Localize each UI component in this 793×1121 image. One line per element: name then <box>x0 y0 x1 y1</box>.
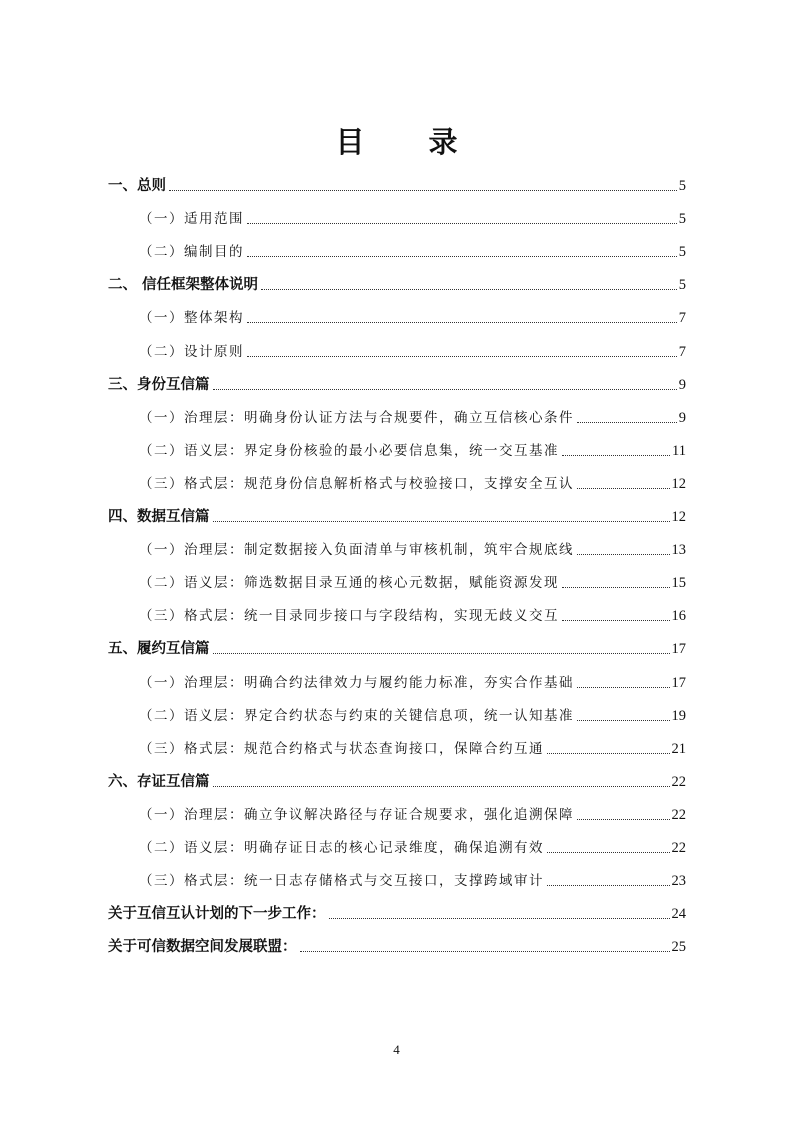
toc-entry-title: 一、总则 <box>108 178 166 195</box>
toc-entry-page: 22 <box>671 806 686 823</box>
toc-entry-page: 13 <box>671 542 686 559</box>
toc-entry-page: 5 <box>678 211 686 228</box>
toc-entry-title: 五、履约互信篇 <box>108 641 210 658</box>
toc-entry-page: 21 <box>671 740 686 757</box>
toc-subsection-entry[interactable] <box>108 729 686 762</box>
toc-subsection-entry[interactable] <box>108 696 686 729</box>
dot-leader <box>547 852 670 853</box>
toc-entry-title: 三、身份互信篇 <box>108 376 210 393</box>
toc-entry-title: （一）治理层：明确合约法律效力与履约能力标准，夯实合作基础 <box>139 674 574 691</box>
toc-subsection-entry[interactable] <box>108 199 686 232</box>
toc-entry-title: 关于互信互认计划的下一步工作： <box>108 906 326 923</box>
toc-subsection-entry[interactable] <box>108 662 686 695</box>
toc-entry-title: 关于可信数据空间发展联盟： <box>108 939 297 956</box>
toc-entry-page: 5 <box>678 244 686 261</box>
toc-entry-title: （二）设计原则 <box>139 343 244 360</box>
toc-entry-title: （一）治理层：制定数据接入负面清单与审核机制，筑牢合规底线 <box>139 542 574 559</box>
toc-entry-page: 5 <box>678 277 686 294</box>
toc-entry-title: （二）语义层：界定合约状态与约束的关键信息项，统一认知基准 <box>139 707 574 724</box>
toc-entry-title: 六、存证互信篇 <box>108 773 210 790</box>
dot-leader <box>213 786 670 787</box>
toc-entry-page: 9 <box>678 376 686 393</box>
toc-entry-title: （一）治理层：明确身份认证方法与合规要件，确立互信核心条件 <box>139 409 574 426</box>
toc-entry-title: （二）语义层：明确存证日志的核心记录维度，确保追溯有效 <box>139 839 544 856</box>
dot-leader <box>247 322 677 323</box>
dot-leader <box>562 455 670 456</box>
toc-entry-page: 5 <box>678 178 686 195</box>
toc-entry-title: 四、数据互信篇 <box>108 509 210 526</box>
dot-leader <box>300 951 670 952</box>
toc-subsection-entry[interactable] <box>108 331 686 364</box>
dot-leader <box>213 653 670 654</box>
dot-leader <box>247 356 677 357</box>
toc-section-entry[interactable] <box>108 265 686 298</box>
toc-entry-title: （二）语义层：筛选数据目录互通的核心元数据，赋能资源发现 <box>139 575 559 592</box>
toc-subsection-entry[interactable] <box>108 398 686 431</box>
toc-section-entry[interactable] <box>108 166 686 199</box>
toc-entry-title: （一）适用范围 <box>139 211 244 228</box>
toc-section-entry[interactable] <box>108 497 686 530</box>
dot-leader <box>261 289 677 290</box>
toc-entry-page: 22 <box>671 773 686 790</box>
page-number: 4 <box>393 1042 400 1057</box>
toc-subsection-entry[interactable] <box>108 464 686 497</box>
toc-section-entry[interactable] <box>108 762 686 795</box>
toc-entry-page: 7 <box>678 310 686 327</box>
toc-entry-page: 12 <box>671 509 686 526</box>
toc-entry-page: 24 <box>671 906 686 923</box>
dot-leader <box>247 223 677 224</box>
toc-subsection-entry[interactable] <box>108 828 686 861</box>
dot-leader <box>577 819 670 820</box>
toc-entry-page: 22 <box>671 839 686 856</box>
toc-entry-page: 12 <box>671 475 686 492</box>
toc-entry-title: （一）整体架构 <box>139 310 244 327</box>
toc-entry-page: 9 <box>678 409 686 426</box>
dot-leader <box>329 918 670 919</box>
page-title: 目 录 <box>335 125 485 159</box>
toc-subsection-entry[interactable] <box>108 431 686 464</box>
toc-entry-title: （三）格式层：规范身份信息解析格式与校验接口，支撑安全互认 <box>139 475 574 492</box>
toc-section-entry[interactable] <box>108 894 686 927</box>
dot-leader <box>213 389 677 390</box>
toc-section-entry[interactable] <box>108 927 686 960</box>
dot-leader <box>577 422 677 423</box>
dot-leader <box>169 190 677 191</box>
toc-entry-title: （三）格式层：统一目录同步接口与字段结构，实现无歧义交互 <box>139 608 559 625</box>
dot-leader <box>577 488 670 489</box>
dot-leader <box>562 587 670 588</box>
toc-subsection-entry[interactable] <box>108 563 686 596</box>
toc-entry-title: （二）编制目的 <box>139 244 244 261</box>
toc-entry-page: 7 <box>678 343 686 360</box>
toc-subsection-entry[interactable] <box>108 298 686 331</box>
toc-subsection-entry[interactable] <box>108 861 686 894</box>
toc-entry-page: 23 <box>671 873 686 890</box>
toc-entry-title: （二）语义层：界定身份核验的最小必要信息集，统一交互基准 <box>139 442 559 459</box>
dot-leader <box>562 620 670 621</box>
toc-entry-page: 11 <box>672 442 686 459</box>
toc-subsection-entry[interactable] <box>108 232 686 265</box>
dot-leader <box>577 687 670 688</box>
toc-entry-page: 16 <box>671 608 686 625</box>
toc-entry-page: 17 <box>671 641 686 658</box>
toc-subsection-entry[interactable] <box>108 596 686 629</box>
toc-entry-title: （三）格式层：统一日志存储格式与交互接口，支撑跨域审计 <box>139 873 544 890</box>
toc-entry-title: 二、 信任框架整体说明 <box>108 277 259 294</box>
toc-entry-page: 19 <box>671 707 686 724</box>
dot-leader <box>547 753 670 754</box>
dot-leader <box>247 256 677 257</box>
toc-subsection-entry[interactable] <box>108 795 686 828</box>
dot-leader <box>213 521 670 522</box>
dot-leader <box>547 885 670 886</box>
toc-entry-title: （一）治理层：确立争议解决路径与存证合规要求，强化追溯保障 <box>139 806 574 823</box>
toc-subsection-entry[interactable] <box>108 530 686 563</box>
dot-leader <box>577 554 670 555</box>
toc-section-entry[interactable] <box>108 365 686 398</box>
toc-section-entry[interactable] <box>108 629 686 662</box>
toc-entry-page: 25 <box>671 939 686 956</box>
toc-entry-page: 17 <box>671 674 686 691</box>
table-of-contents <box>108 166 686 960</box>
toc-entry-title: （三）格式层：规范合约格式与状态查询接口，保障合约互通 <box>139 740 544 757</box>
dot-leader <box>577 720 670 721</box>
toc-entry-page: 15 <box>671 575 686 592</box>
